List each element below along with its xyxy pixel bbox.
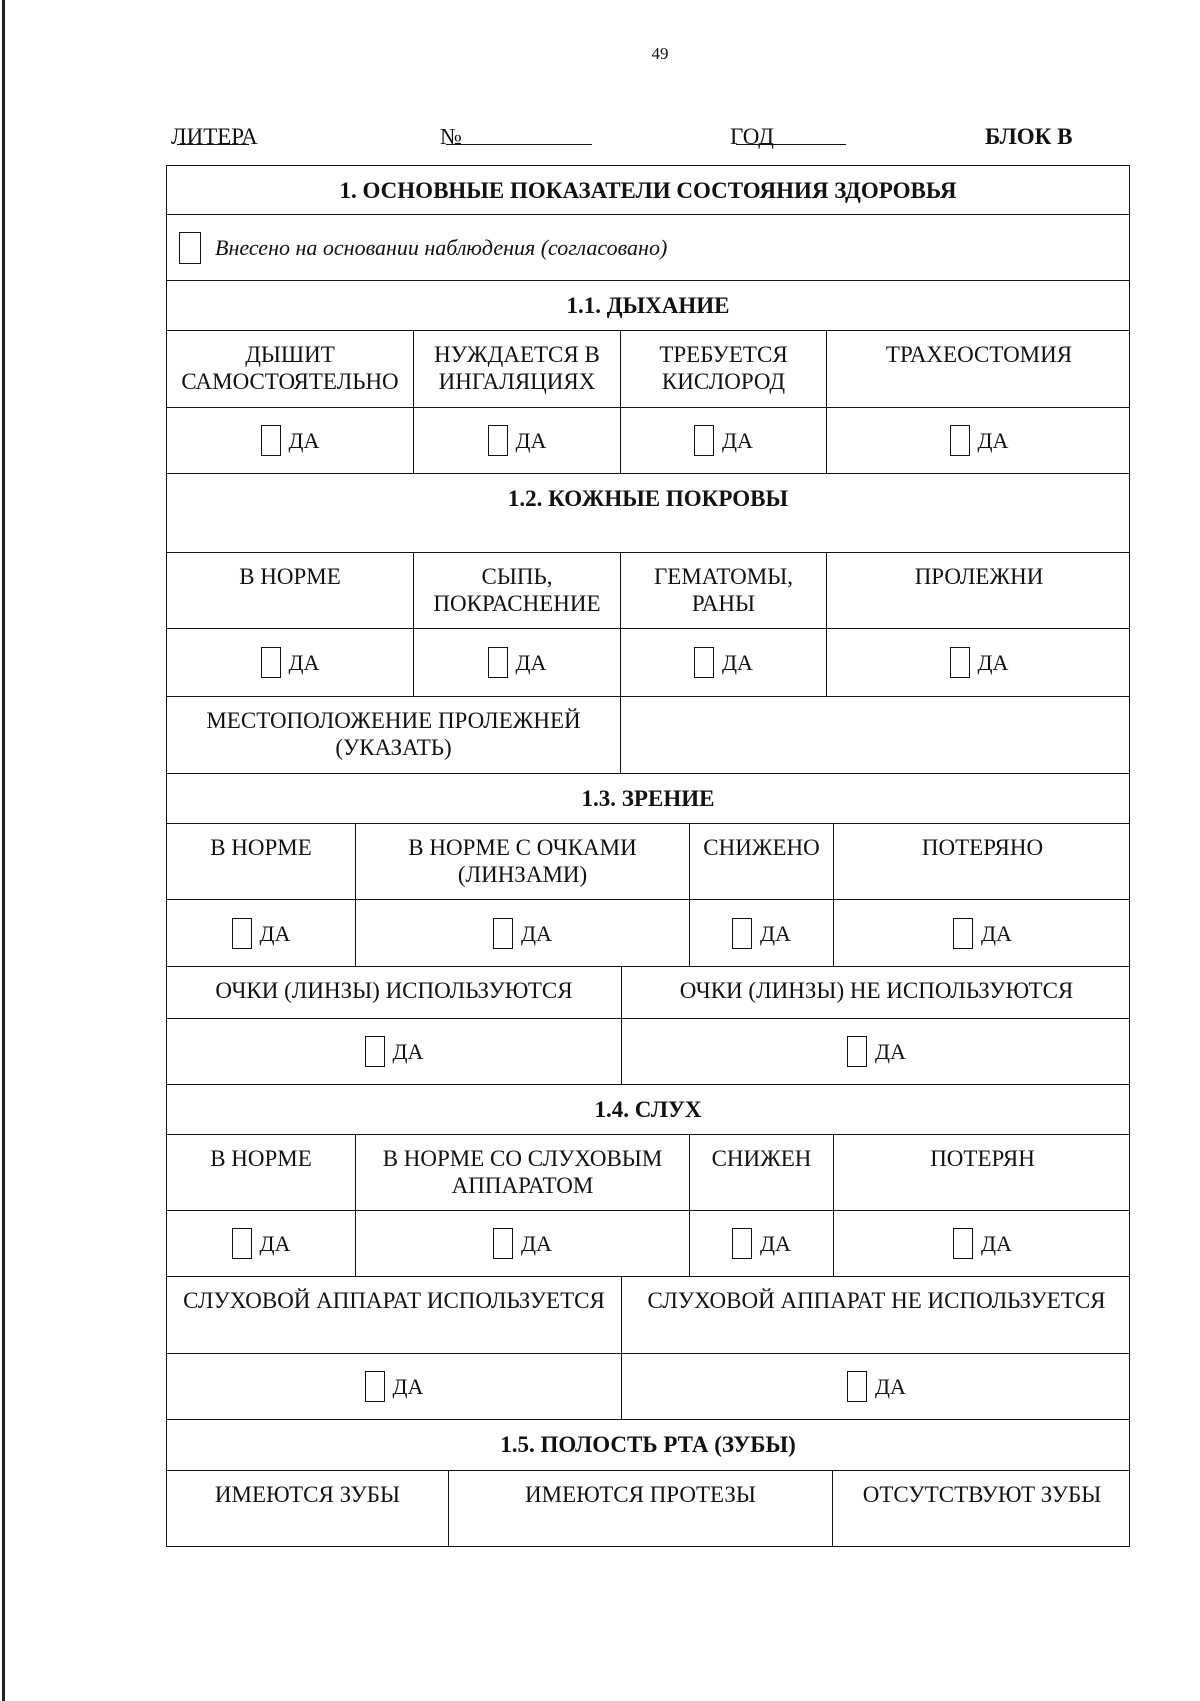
yes-label: ДА [515,650,547,675]
skin-col-normal: В НОРМЕ [167,553,414,628]
observation-note-text: Внесено на основании наблюдения (согласовано) [215,235,668,260]
breathing-check-row [167,408,1129,474]
observation-note[interactable] [167,215,1129,280]
checkbox[interactable] [950,425,970,456]
yes-label: ДА [977,428,1009,453]
breathing-oxygen-yes[interactable] [621,408,827,473]
checkbox[interactable] [847,1371,867,1402]
skin-col-bedsores: ПРОЛЕЖНИ [914,564,1044,589]
hearing-header-row [167,1135,1129,1211]
breathing-tracheostomy-yes[interactable] [827,408,1131,473]
hearing-aid-not-used-label: СЛУХОВОЙ АППАРАТ НЕ ИСПОЛЬЗУЕТСЯ [647,1288,1106,1313]
vision-col-glasses: В НОРМЕ С ОЧКАМИ (ЛИНЗАМИ) [356,824,690,899]
vision-check-row [167,900,1129,967]
breathing-header-row [167,331,1129,408]
checkbox[interactable] [261,647,281,678]
hearing-title: 1.4. СЛУХ [594,1097,702,1122]
skin-col-wounds: ГЕМАТОМЫ, РАНЫ [621,553,827,628]
breathing-col-independent: ДЫШИТ САМОСТОЯТЕЛЬНО [167,331,414,407]
hearing-check-row [167,1211,1129,1277]
checkbox[interactable] [232,918,252,949]
yes-label: ДА [392,1374,424,1399]
breathing-col-inhalation: НУЖДАЕТСЯ В ИНГАЛЯЦИЯХ [414,331,621,407]
hearing-col-normal: В НОРМЕ [167,1135,356,1210]
skin-title: 1.2. КОЖНЫЕ ПОКРОВЫ [507,486,789,511]
scan-edge-rule [2,0,5,1701]
vision-normal-yes[interactable] [167,900,356,966]
breathing-col-tracheostomy: ТРАХЕОСТОМИЯ [885,342,1073,367]
checkbox[interactable] [365,1371,385,1402]
yes-label: ДА [875,1374,906,1399]
vision-col-normal: В НОРМЕ [167,824,356,899]
litera-blank[interactable] [177,124,249,145]
yes-label: ДА [392,1039,424,1064]
vision-glasses-yes[interactable] [356,900,690,966]
note-row [167,215,1129,281]
form-title: 1. ОСНОВНЫЕ ПОКАЗАТЕЛИ СОСТОЯНИЯ ЗДОРОВЬЯ [339,178,957,203]
year-blank[interactable] [736,124,846,145]
hearing-aid-usage-check-row [167,1354,1129,1420]
yes-label: ДА [288,428,320,453]
yes-label: ДА [722,650,753,675]
hearing-aid-usage-header-row [167,1277,1129,1354]
breathing-col-oxygen: ТРЕБУЕТСЯ КИСЛОРОД [621,331,827,407]
checkbox[interactable] [847,1036,867,1067]
mouth-title-row [167,1420,1129,1471]
form-header [0,124,1200,154]
vision-reduced-yes[interactable] [690,900,834,966]
vision-title: 1.3. ЗРЕНИЕ [581,786,715,811]
checkbox[interactable] [365,1036,385,1067]
checkbox[interactable] [953,1228,973,1259]
number-label: № [440,124,462,149]
checkbox[interactable] [732,1228,752,1259]
skin-check-row [167,629,1129,697]
skin-col-rash: СЫПЬ, ПОКРАСНЕНИЕ [414,553,621,628]
yes-label: ДА [760,920,791,946]
hearing-col-reduced: СНИЖЕН [690,1135,834,1210]
hearing-normal-yes[interactable] [167,1211,356,1276]
glasses-usage-header-row [167,967,1129,1019]
yes-label: ДА [259,920,291,946]
skin-title-row [167,474,1129,553]
page-number: 49 [651,44,669,63]
block-label: БЛОК В [985,124,1073,149]
checkbox[interactable] [232,1228,252,1259]
hearing-title-row [167,1085,1129,1135]
checkbox[interactable] [950,647,970,678]
yes-label: ДА [288,650,320,675]
skin-rash-yes[interactable] [414,629,621,696]
hearing-aid-used-yes[interactable] [167,1354,622,1419]
mouth-col-no-teeth: ОТСУТСТВУЮТ ЗУБЫ [862,1482,1102,1507]
hearing-aid-yes[interactable] [356,1211,690,1276]
yes-label: ДА [722,428,753,453]
glasses-usage-check-row [167,1019,1129,1085]
bedsore-location-label: МЕСТОПОЛОЖЕНИЕ ПРОЛЕЖНЕЙ (УКАЗАТЬ) [167,697,621,773]
checkbox[interactable] [493,1228,513,1259]
skin-header-row [167,553,1129,629]
bedsore-location-row [167,697,1129,774]
yes-label: ДА [760,1231,791,1256]
hearing-reduced-yes[interactable] [690,1211,834,1276]
yes-label: ДА [977,650,1009,675]
hearing-aid-used-label: СЛУХОВОЙ АППАРАТ ИСПОЛЬЗУЕТСЯ [167,1277,622,1353]
vision-col-reduced: СНИЖЕНО [690,824,834,899]
vision-col-lost: ПОТЕРЯНО [921,835,1044,860]
yes-label: ДА [981,920,1012,946]
glasses-not-used-label: ОЧКИ (ЛИНЗЫ) НЕ ИСПОЛЬЗУЮТСЯ [679,978,1074,1003]
checkbox[interactable] [732,918,752,949]
breathing-independent-yes[interactable] [167,408,414,473]
mouth-title: 1.5. ПОЛОСТЬ РТА (ЗУБЫ) [500,1432,796,1457]
year-label: ГОД [730,124,774,149]
checkbox[interactable] [488,647,508,678]
checkbox[interactable] [694,647,714,678]
observation-checkbox[interactable] [179,232,201,264]
hearing-col-lost: ПОТЕРЯН [930,1146,1035,1171]
glasses-used-yes[interactable] [167,1019,622,1084]
checkbox[interactable] [493,918,513,949]
breathing-title-row [167,281,1129,331]
breathing-title: 1.1. ДЫХАНИЕ [566,293,730,318]
hearing-aid-not-used-yes[interactable] [622,1354,1131,1419]
mouth-col-teeth: ИМЕЮТСЯ ЗУБЫ [167,1471,449,1546]
yes-label: ДА [521,1231,552,1256]
vision-lost-yes[interactable] [834,900,1131,966]
litera-label: ЛИТЕРА [171,124,258,149]
form-title-row [167,166,1129,215]
health-indicators-form [166,165,1130,1547]
checkbox[interactable] [488,425,508,456]
skin-wounds-yes[interactable] [621,629,827,696]
vision-title-row [167,774,1129,824]
yes-label: ДА [521,920,552,946]
mouth-col-dentures: ИМЕЮТСЯ ПРОТЕЗЫ [449,1471,833,1546]
vision-header-row [167,824,1129,900]
breathing-inhalation-yes[interactable] [414,408,621,473]
mouth-header-row [167,1471,1129,1546]
checkbox[interactable] [261,425,281,456]
hearing-lost-yes[interactable] [834,1211,1131,1276]
glasses-not-used-yes[interactable] [622,1019,1131,1084]
checkbox[interactable] [953,918,973,949]
yes-label: ДА [875,1039,906,1064]
yes-label: ДА [515,428,547,453]
skin-bedsores-yes[interactable] [827,629,1131,696]
skin-normal-yes[interactable] [167,629,414,696]
yes-label: ДА [981,1231,1012,1256]
glasses-used-label: ОЧКИ (ЛИНЗЫ) ИСПОЛЬЗУЮТСЯ [167,967,622,1018]
bedsore-location-input[interactable] [621,697,1131,773]
checkbox[interactable] [694,425,714,456]
number-blank[interactable] [446,124,592,145]
hearing-col-aid: В НОРМЕ СО СЛУХОВЫМ АППАРАТОМ [356,1135,690,1210]
yes-label: ДА [259,1231,291,1256]
